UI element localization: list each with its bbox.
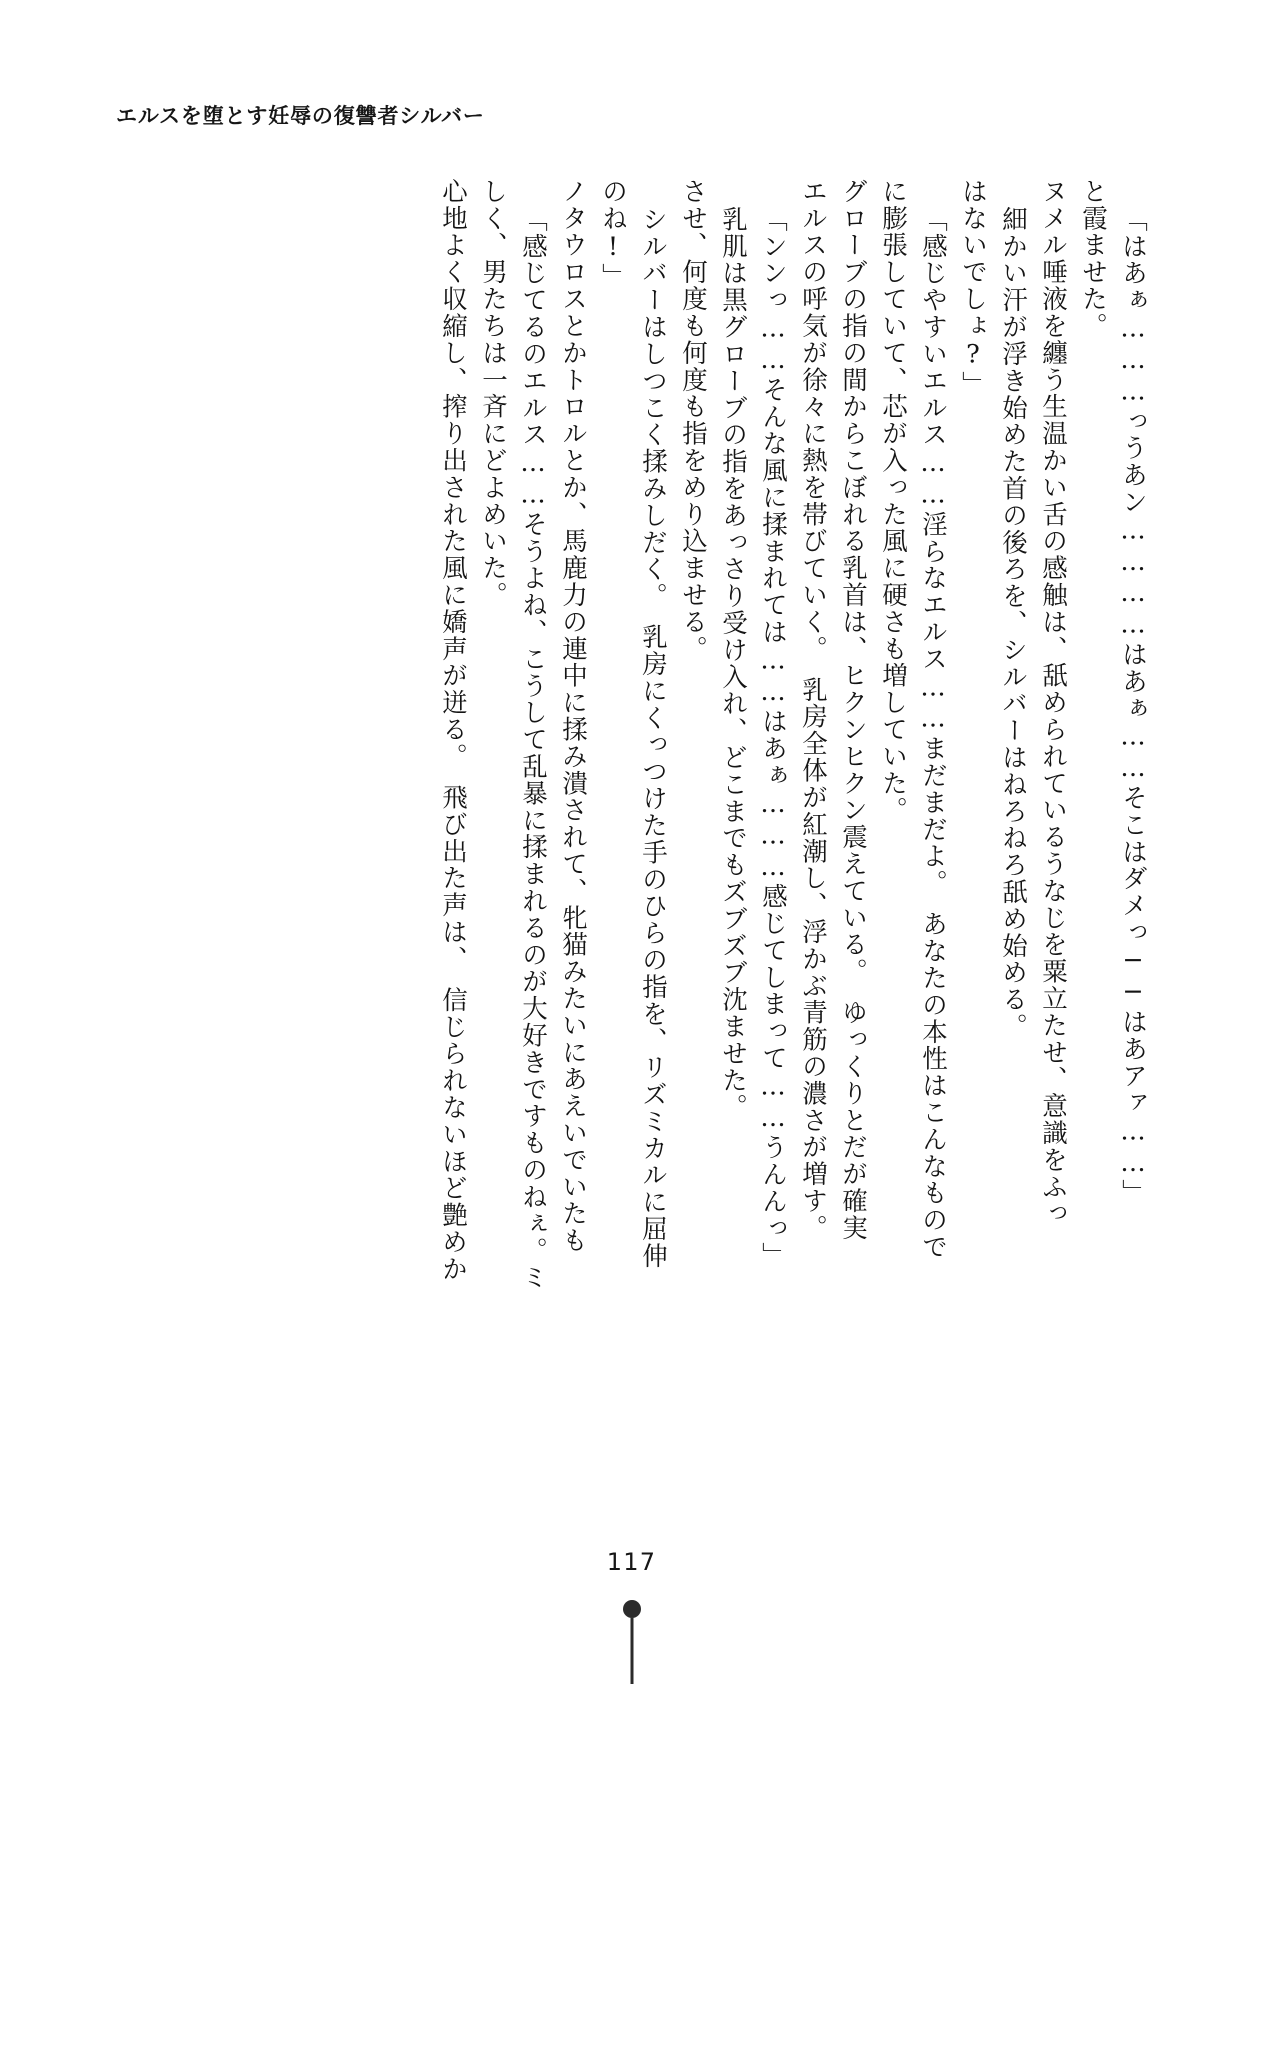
text-column: ノタウロスとかトロルとか、馬鹿力の連中に揉み潰されて、牝猫みたいにあえいでいたも	[558, 178, 588, 1255]
text-column: 「ンンっ……そんな風に揉まれては……はあぁ………感じてしまって……うんんっ」	[758, 206, 788, 1269]
text-column: と霞ませた。	[1078, 178, 1108, 340]
text-column: シルバーはしつこく揉みしだく。 乳房にくっつけた手のひらの指を、リズミカルに屈伸	[638, 206, 668, 1270]
text-column: させ、何度も何度も指をめり込ませる。	[678, 178, 708, 663]
text-column: 乳肌は黒グローブの指をあっさり受け入れ、どこまでもズブズブ沈ませた。	[718, 206, 748, 1121]
text-column: ヌメル唾液を纏う生温かい舌の感触は、舐められているうなじを粟立たせ、意識をふっ	[1038, 178, 1068, 1228]
text-column: グローブの指の間からこぼれる乳首は、ヒクンヒクン震えている。 ゆっくりとだが確実	[838, 178, 868, 1242]
text-column: 細かい汗が浮き始めた首の後ろを、シルバーはねろねろ舐め始める。	[998, 206, 1028, 1040]
text-column: しく、男たちは一斉にどよめいた。	[478, 178, 508, 609]
text-column: のね!」	[598, 178, 628, 291]
binding-line-icon	[630, 1618, 633, 1684]
text-column: 「感じてるのエルス……そうよね、こうして乱暴に揉まれるのが大好きですものねぇ。ミ	[518, 206, 548, 1292]
text-column: 「はあぁ………っうあン…………はあぁ……そこはダメっ──はあアァ……」	[1118, 206, 1148, 1207]
binding-dot-icon	[623, 1600, 641, 1618]
vertical-text-body	[425, 178, 1148, 1478]
text-column: はないでしょ?」	[958, 178, 988, 398]
page-number: 117	[606, 1548, 657, 1576]
text-column: エルスの呼気が徐々に熱を帯びていく。 乳房全体が紅潮し、浮かぶ青筋の濃さが増す。	[798, 178, 828, 1242]
text-column: に膨張していて、芯が入った風に硬さも増していた。	[878, 178, 908, 824]
text-column: 心地よく収縮し、搾り出された風に嬌声が迸る。 飛び出た声は、 信じられないほど艶めか	[438, 178, 468, 1283]
text-column: 「感じやすいエルス……淫らなエルス……まだまだよ。 あなたの本性はこんなもので	[918, 206, 948, 1261]
running-head-title: エルスを堕とす妊辱の復讐者シルバー	[116, 104, 485, 128]
